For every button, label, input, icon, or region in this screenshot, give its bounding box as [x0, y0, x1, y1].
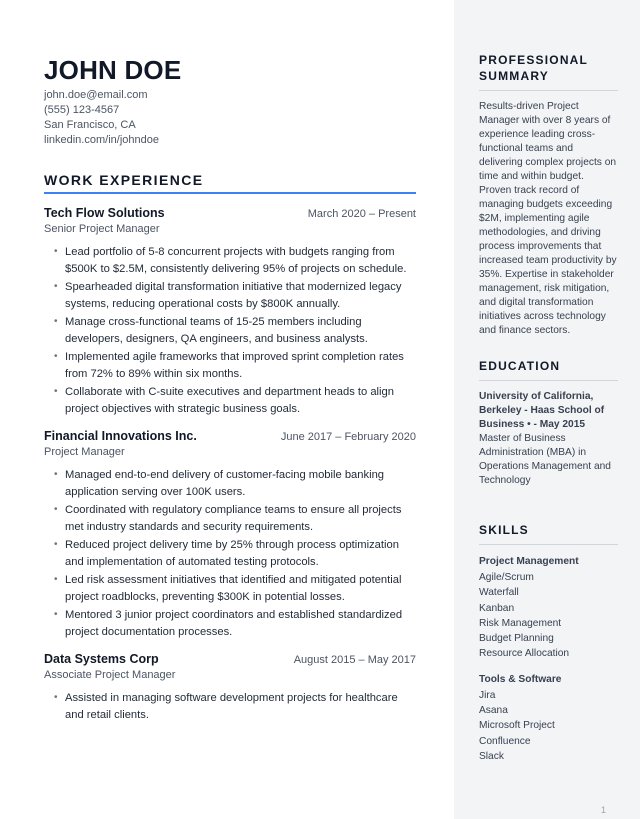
job-role: Senior Project Manager — [44, 223, 160, 235]
contact-location: San Francisco, CA — [44, 119, 136, 131]
skill-item: Microsoft Project — [479, 720, 555, 732]
job-company: Data Systems Corp — [44, 652, 159, 666]
contact-info — [44, 88, 416, 148]
skill-item: Slack — [479, 750, 504, 762]
education-section — [479, 358, 618, 488]
job-company: Financial Innovations Inc. — [44, 429, 197, 443]
job-bullet: • Manage cross-functional teams of 15-25 members including developers, designers, QA engineers, and business analysts. — [54, 314, 416, 347]
job-bullet: • Mentored 3 junior project coordinators and established standardized project documentation processes. — [54, 607, 416, 640]
job-header — [44, 429, 416, 443]
job-dates: August 2015 – May 2017 — [293, 654, 416, 666]
job-bullets — [44, 467, 416, 640]
skill-item: Agile/Scrum — [479, 572, 534, 583]
skill-group-heading: Tools & Software — [479, 673, 562, 685]
skill-item: Jira — [479, 689, 496, 701]
job-company: Tech Flow Solutions — [44, 206, 165, 220]
skill-group — [479, 672, 618, 764]
job-bullet: • Implemented agile frameworks that improved sprint completion rates from 72% to 89% within six months. — [54, 349, 416, 382]
job-header — [44, 652, 416, 666]
job-bullet: • Reduced project delivery time by 25% through process optimization and implementation of automated testing protocols. — [54, 537, 416, 570]
skills-section — [479, 522, 618, 764]
skill-item: Confluence — [479, 735, 531, 747]
job-header — [44, 206, 416, 220]
work-experience-heading: WORK EXPERIENCE — [44, 172, 416, 194]
job-dates: June 2017 – February 2020 — [280, 431, 416, 443]
candidate-name: JOHN DOE — [44, 55, 182, 85]
summary-text: Results-driven Project Manager with over 8 years of experience leading cross-functional teams and delivering complex projects on time and within budget. Proven track record of managing budgets exceeding $2M, implementing agile methodologies, and driving process improvements that increased team productivity by 35%. Expertise in stakeholder management, risk mitigation, and digital transformation initiatives across technology and finance sectors. — [479, 101, 617, 336]
job-bullets — [44, 244, 416, 417]
skill-group-heading: Project Management — [479, 556, 579, 567]
job-role: Associate Project Manager — [44, 669, 176, 681]
skill-item: Kanban — [479, 602, 515, 614]
page-number: 1 — [600, 805, 606, 815]
job-bullet: • Collaborate with C-suite executives and department heads to align project objectives with strategic business goals. — [54, 384, 416, 417]
education-school: University of California, Berkeley - Haas School of Business • - May 2015 — [479, 391, 605, 430]
job-dates: March 2020 – Present — [307, 208, 416, 220]
job-entry — [44, 206, 416, 417]
contact-phone: (555) 123-4567 — [44, 104, 120, 116]
contact-email: john.doe@email.com — [44, 89, 148, 101]
skills-heading: SKILLS — [479, 522, 618, 545]
job-bullet: • Coordinated with regulatory compliance teams to ensure all projects met industry standards and security requirements. — [54, 502, 416, 535]
job-bullet: • Managed end-to-end delivery of customer-facing mobile banking application serving over 100K users. — [54, 467, 416, 500]
sidebar — [454, 0, 640, 819]
skill-item: Waterfall — [479, 587, 519, 599]
skill-group — [479, 554, 618, 662]
skill-item: Resource Allocation — [479, 648, 570, 660]
job-bullet: • Lead portfolio of 5-8 concurrent projects with budgets ranging from $500K to $2.5M, consistently delivering 95% of projects on schedule. — [54, 244, 416, 277]
job-role: Project Manager — [44, 446, 125, 458]
education-degree: Master of Business Administration (MBA) in Operations Management and Technology — [479, 433, 611, 486]
job-bullet: • Assisted in managing software development projects for healthcare and retail clients. — [54, 690, 416, 723]
education-heading: EDUCATION — [479, 358, 618, 381]
job-bullet: • Led risk assessment initiatives that identified and mitigated potential project roadblocks, preventing $300K in potential losses. — [54, 572, 416, 605]
job-bullet: • Spearheaded digital transformation initiative that modernized legacy systems, reducing operational costs by $800K annually. — [54, 279, 416, 312]
job-entry — [44, 429, 416, 640]
skill-item: Risk Management — [479, 617, 562, 629]
contact-linkedin: linkedin.com/in/johndoe — [44, 134, 159, 146]
job-bullets — [44, 690, 416, 723]
summary-section — [479, 52, 618, 338]
skill-item: Asana — [479, 705, 508, 717]
job-entry — [44, 652, 416, 723]
summary-heading: PROFESSIONAL SUMMARY — [479, 52, 618, 91]
skill-item: Budget Planning — [479, 633, 554, 645]
